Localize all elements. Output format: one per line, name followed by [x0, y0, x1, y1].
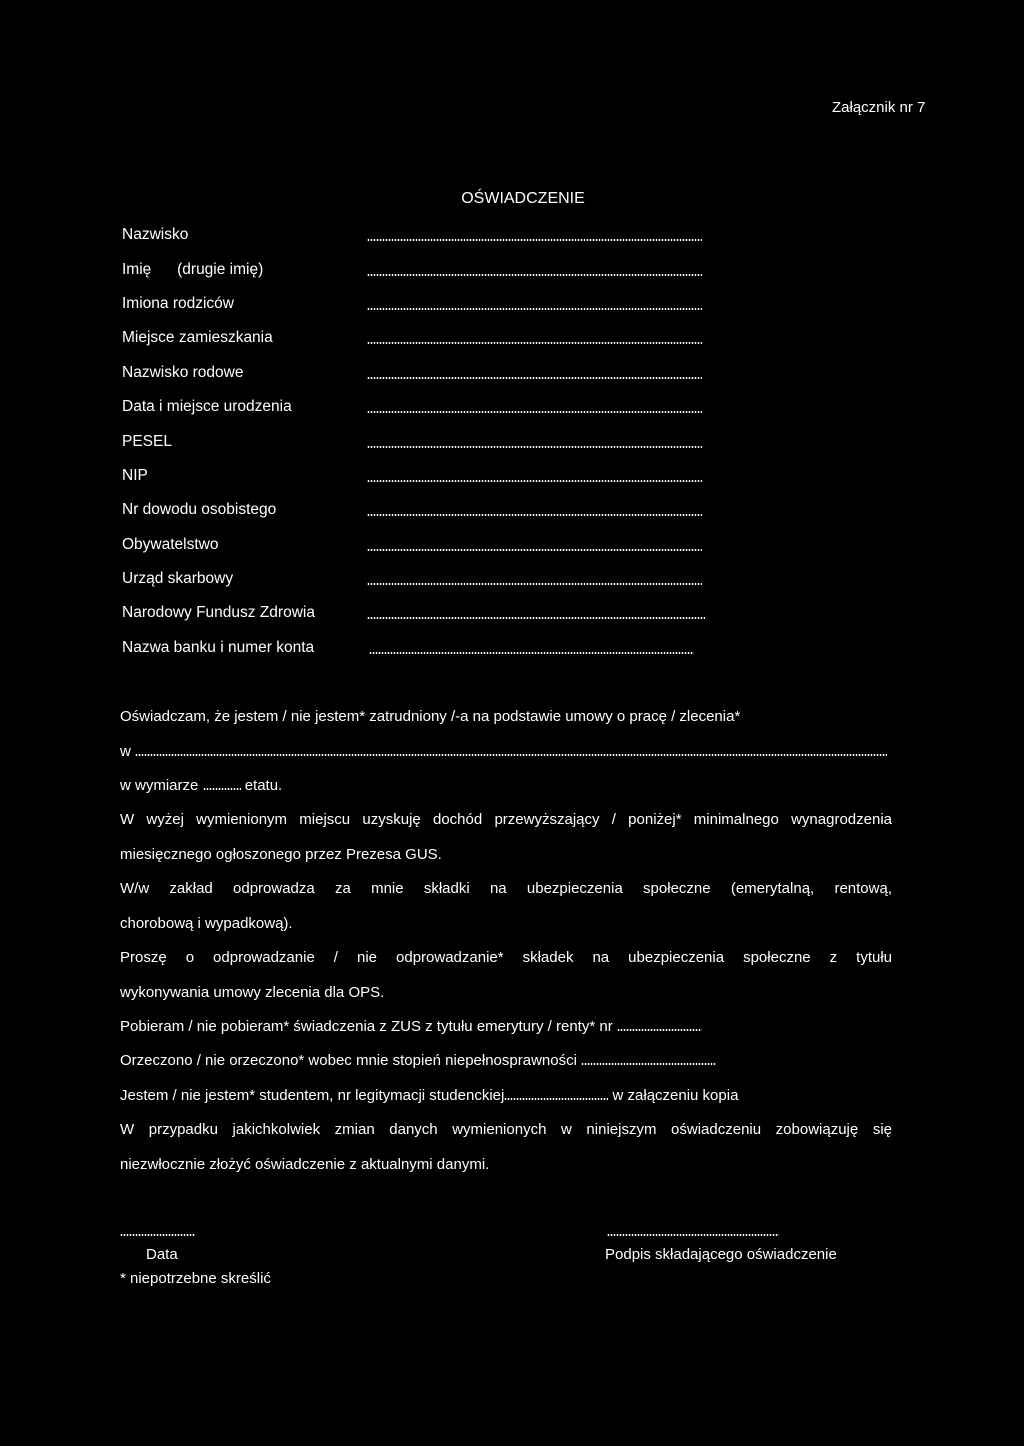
fill-in-line[interactable] [367, 617, 705, 619]
footnote: * niepotrzebne skreślić [120, 1270, 271, 1287]
work-hours-line [120, 777, 282, 794]
field-label: Urząd skarbowy [122, 570, 234, 587]
fill-in-line[interactable] [367, 274, 702, 276]
income-line-1: W wyżej wymienionym miejscu uzyskuję dochód przewyższający / poniżej* minimalnego wynagrodzenia [120, 811, 892, 828]
field-row-pesel [122, 433, 742, 455]
field-label: NIP [122, 467, 148, 484]
student-suffix: w załączeniu kopia [612, 1087, 739, 1104]
field-label: Narodowy Fundusz Zdrowia [122, 604, 315, 621]
disability-text: Orzeczono / nie orzeczono* wobec mnie stopień niepełnosprawności [120, 1052, 577, 1069]
work-hours-suffix: etatu. [244, 777, 283, 794]
employer-line [120, 743, 892, 760]
field-label: Nazwa banku i numer konta [122, 639, 315, 656]
field-label: Nr dowodu osobistego [122, 501, 277, 518]
student-id-fill-in[interactable] [504, 1098, 608, 1100]
field-row-parents-names [122, 295, 742, 317]
field-row-health-fund [122, 604, 742, 626]
pension-line [120, 1018, 702, 1035]
date-label: Data [146, 1246, 178, 1263]
work-hours-fill-in[interactable] [203, 788, 241, 790]
field-label: Nazwisko [122, 226, 189, 243]
pension-number-fill-in[interactable] [617, 1029, 702, 1031]
disability-line [120, 1052, 716, 1069]
fill-in-line[interactable] [367, 549, 702, 551]
contributions-line-1: W/w zakład odprowadza za mnie składki na ubezpieczenia społeczne (emerytalną, rentową, [120, 880, 892, 897]
field-label: Miejsce zamieszkania [122, 329, 273, 346]
student-text: Jestem / nie jestem* studentem, nr legitymacji studenckiej [120, 1087, 505, 1104]
field-row-tax-office [122, 570, 742, 592]
fill-in-line[interactable] [367, 411, 702, 413]
disability-fill-in[interactable] [581, 1063, 716, 1065]
fill-in-line[interactable] [367, 583, 702, 585]
employment-text: Oświadczam, że jestem / nie jestem* zatrudniony /-a na podstawie umowy o pracę / zlecenia* [120, 708, 741, 725]
fill-in-line[interactable] [369, 652, 694, 654]
work-hours-prefix: w wymiarze [120, 777, 199, 794]
field-label: Data i miejsce urodzenia [122, 398, 292, 415]
fill-in-line[interactable] [367, 239, 702, 241]
change-line-2: niezwłocznie złożyć oświadczenie z aktualnymi danymi. [120, 1156, 490, 1173]
field-row-maiden-name [122, 364, 742, 386]
field-label: Obywatelstwo [122, 536, 219, 553]
field-row-first-name [122, 261, 742, 283]
fill-in-line[interactable] [367, 480, 702, 482]
date-fill-in[interactable] [120, 1234, 195, 1236]
field-row-bank-account [122, 639, 742, 661]
field-label: PESEL [122, 433, 172, 450]
field-row-surname [122, 226, 742, 248]
field-row-id-number [122, 501, 742, 523]
field-label: Nazwisko rodowe [122, 364, 244, 381]
field-row-nip [122, 467, 742, 489]
employer-fill-in[interactable] [135, 754, 887, 756]
fill-in-line[interactable] [367, 514, 702, 516]
field-row-citizenship [122, 536, 742, 558]
fill-in-line[interactable] [367, 446, 702, 448]
income-line-2: miesięcznego ogłoszonego przez Prezesa GUS. [120, 846, 442, 863]
fill-in-line[interactable] [367, 308, 702, 310]
field-row-residence [122, 329, 742, 351]
request-line-2: wykonywania umowy zlecenia dla OPS. [120, 984, 385, 1001]
signature-label: Podpis składającego oświadczenie [605, 1246, 837, 1263]
field-row-birth [122, 398, 742, 420]
document-title: OŚWIADCZENIE [461, 190, 585, 207]
signature-fill-in[interactable] [607, 1234, 779, 1236]
field-label: Imię (drugie imię) [122, 261, 264, 278]
employer-prefix: w [120, 743, 131, 760]
contributions-line-2: chorobową i wypadkową). [120, 915, 293, 932]
field-label: Imiona rodziców [122, 295, 234, 312]
pension-text: Pobieram / nie pobieram* świadczenia z ZUS z tytułu emerytury / renty* nr [120, 1018, 613, 1035]
fill-in-line[interactable] [367, 377, 702, 379]
request-line-1: Proszę o odprowadzanie / nie odprowadzanie* składek na ubezpieczenia społeczne z tytułu [120, 949, 892, 966]
fill-in-line[interactable] [367, 342, 702, 344]
attachment-number: Załącznik nr 7 [832, 99, 926, 116]
student-line [120, 1087, 738, 1104]
change-line-1: W przypadku jakichkolwiek zmian danych wymienionych w niniejszym oświadczeniu zobowiązuję się [120, 1121, 892, 1138]
employment-statement [120, 708, 740, 725]
